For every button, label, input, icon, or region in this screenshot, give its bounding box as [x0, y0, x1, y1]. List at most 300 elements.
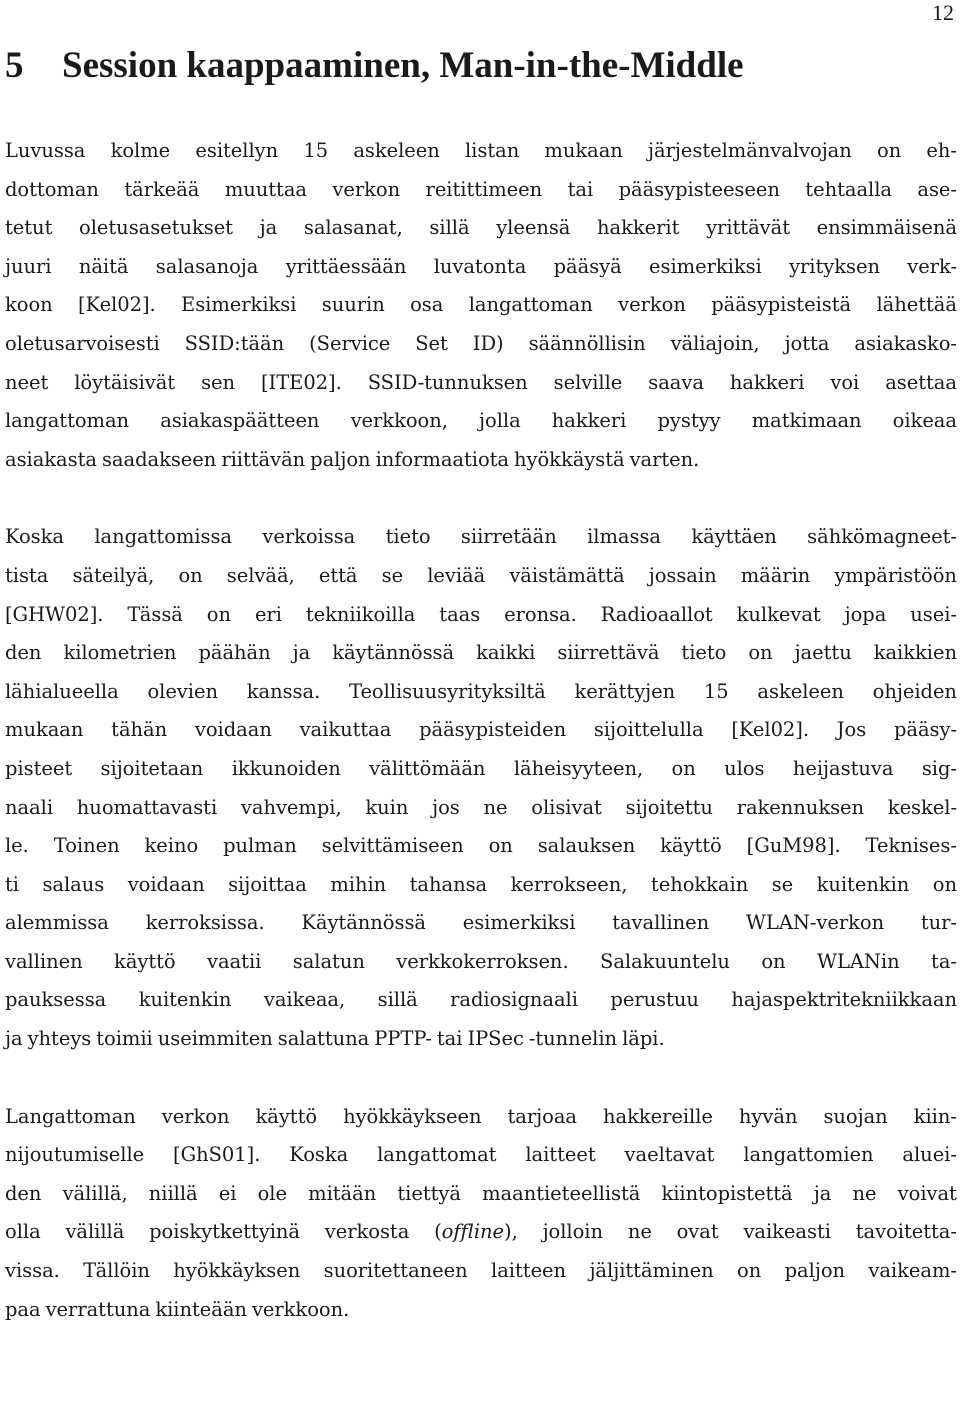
- word: salattuna: [277, 1027, 370, 1051]
- word: le.: [5, 834, 29, 858]
- word: yrittäessään: [285, 254, 407, 278]
- word: on: [877, 139, 902, 162]
- word: tieto: [681, 641, 727, 665]
- word: Luvussa: [5, 139, 86, 162]
- word: se: [381, 563, 404, 587]
- word: pystyy: [657, 409, 721, 433]
- word: ja: [292, 641, 311, 665]
- word: tiettyä: [397, 1181, 461, 1205]
- word: ilmassa: [587, 525, 661, 549]
- text-line: [5, 364, 957, 403]
- word: salatun: [292, 949, 365, 973]
- word: asiakaspäätteen: [160, 409, 320, 433]
- word: esitellyn: [195, 139, 279, 162]
- text-line: [5, 1020, 957, 1059]
- word: keskel-: [887, 795, 957, 819]
- word: jotta: [784, 331, 830, 355]
- word: läpi.: [622, 1027, 665, 1051]
- word: kanssa.: [246, 679, 321, 703]
- word: toimii: [96, 1027, 153, 1051]
- word: heijastuva: [792, 756, 894, 780]
- word: tieto: [385, 525, 431, 549]
- word: mukaan: [5, 718, 84, 742]
- text-line: [5, 1291, 957, 1330]
- word: eri: [254, 602, 282, 626]
- text-line: [5, 711, 957, 750]
- text-line: [5, 286, 957, 325]
- word: ID): [472, 331, 504, 355]
- text-line: [5, 1213, 957, 1252]
- word: sillä: [377, 988, 418, 1012]
- word: kiintopistettä: [661, 1181, 793, 1205]
- word: käyttö: [660, 834, 722, 858]
- word: tarjoaa: [507, 1104, 577, 1128]
- word: jolla: [479, 409, 521, 433]
- word: verk-: [907, 254, 957, 278]
- word: hakkerit: [597, 216, 680, 240]
- word: Salakuuntelu: [600, 949, 730, 973]
- word: sijoittaa: [228, 872, 307, 896]
- word: verkkokerroksen.: [396, 949, 569, 973]
- word: langattoman: [5, 409, 130, 433]
- word: WLANin: [816, 949, 900, 973]
- word: pisteet: [5, 756, 73, 780]
- word: suojan: [823, 1104, 888, 1128]
- word: Koska: [5, 525, 64, 549]
- word: salauksen: [537, 834, 636, 858]
- word: ei: [218, 1181, 237, 1205]
- word: dottoman: [5, 177, 99, 201]
- word: Tällöin: [83, 1259, 150, 1283]
- word: varten.: [629, 447, 700, 471]
- word: reitittimeen: [425, 177, 543, 201]
- word: vaeltavat: [624, 1143, 715, 1167]
- text-line: [5, 1136, 957, 1175]
- word: aluei-: [902, 1143, 957, 1167]
- word: luvatonta: [433, 254, 527, 278]
- word: asiakasko-: [854, 331, 957, 355]
- word: yrityksen: [789, 254, 880, 278]
- word: kiin-: [913, 1104, 957, 1128]
- word: jaettu: [794, 641, 852, 665]
- word: kuitenkin: [138, 988, 232, 1012]
- word: vaikuttaa: [299, 718, 392, 742]
- word: muuttaa: [224, 177, 307, 201]
- word: olisivat: [531, 795, 602, 819]
- text-line: [5, 596, 957, 635]
- word: kerrokseen,: [510, 872, 628, 896]
- word: yleensä: [496, 216, 571, 240]
- word: paa: [5, 1297, 41, 1321]
- word: verkon: [332, 177, 401, 201]
- word: eh-: [926, 139, 957, 162]
- word: ne: [852, 1181, 877, 1205]
- word: Koska: [289, 1143, 349, 1167]
- word: informaatiota: [375, 447, 510, 471]
- word: vaikeaa,: [263, 988, 346, 1012]
- word: jopa: [844, 602, 887, 626]
- word: säteilyä,: [72, 563, 155, 587]
- word: tavallinen: [612, 911, 710, 935]
- word: voivat: [897, 1181, 957, 1205]
- word: siirretään: [460, 525, 557, 549]
- word: tekniikoilla: [305, 602, 416, 626]
- word: ohjeiden: [872, 679, 957, 703]
- word: vaikeam-: [868, 1259, 957, 1283]
- word: hakkeri: [551, 409, 627, 433]
- word: jossain: [648, 563, 717, 587]
- word: paljon: [310, 447, 371, 471]
- text-line: [5, 248, 957, 287]
- word: lähialueella: [5, 679, 119, 703]
- paragraph: [5, 132, 957, 479]
- word: langattomien: [743, 1143, 874, 1167]
- word: keino: [144, 834, 199, 858]
- word: selvittämiseen: [321, 834, 464, 858]
- word: se: [771, 872, 794, 896]
- text-line: [5, 171, 957, 210]
- word: tai: [567, 177, 594, 201]
- word: WLAN-verkon: [745, 911, 885, 935]
- word: näitä: [78, 254, 129, 278]
- word: riittävän: [221, 447, 306, 471]
- word: määrin: [740, 563, 811, 587]
- word: asiakasta: [5, 447, 97, 471]
- word: esimerkiksi: [649, 254, 762, 278]
- word: Teollisuusyrityksiltä: [349, 679, 546, 703]
- word: [Kel02].: [78, 293, 156, 317]
- word: vallinen: [5, 949, 83, 973]
- word: hyvän: [738, 1104, 798, 1128]
- word: sijoittelulla: [593, 718, 704, 742]
- word: jolloin: [542, 1220, 604, 1244]
- word: verkkoon.: [251, 1297, 350, 1321]
- word: sähkömagneet-: [807, 525, 957, 549]
- word: koon: [5, 293, 53, 317]
- word: sijoitetaan: [100, 756, 204, 780]
- word: pääsy-: [893, 718, 957, 742]
- word: neet: [5, 370, 49, 394]
- text-line: [5, 943, 957, 982]
- word: Käytännössä: [301, 911, 426, 935]
- word: Set: [415, 331, 448, 355]
- word: ti: [5, 872, 19, 896]
- paragraph: [5, 518, 957, 1058]
- word: kilometrien: [63, 641, 177, 665]
- word: löytäisivät: [74, 370, 176, 394]
- word: useimmiten: [157, 1027, 273, 1051]
- word: jäljittäminen: [589, 1259, 714, 1283]
- word: naali: [5, 795, 54, 819]
- word: langattoman: [468, 293, 593, 317]
- word: hyökkäykseen: [343, 1104, 482, 1128]
- word: voidaan: [194, 718, 272, 742]
- text-line: [5, 827, 957, 866]
- word: pääsypisteistä: [711, 293, 852, 317]
- word: tetut: [5, 216, 53, 240]
- word: asettaa: [885, 370, 957, 394]
- section-number: 5: [5, 45, 24, 86]
- word: [Kel02].: [731, 718, 809, 742]
- word: den: [5, 641, 42, 665]
- word: 15: [703, 679, 729, 703]
- word: selville: [553, 370, 623, 394]
- word: että: [318, 563, 358, 587]
- word: tehtaalla: [805, 177, 892, 201]
- word: tähän: [111, 718, 168, 742]
- word: välittömään: [369, 756, 486, 780]
- word: huomattavasti: [76, 795, 218, 819]
- word: eronsa.: [504, 602, 577, 626]
- word: matkimaan: [751, 409, 862, 433]
- word: pauksessa: [5, 988, 107, 1012]
- word: mitään: [308, 1181, 377, 1205]
- section-title: [5, 42, 744, 90]
- word: oikeaa: [892, 409, 957, 433]
- word: maantieteellistä: [482, 1181, 641, 1205]
- word: sijoitettu: [625, 795, 713, 819]
- word: vaatii: [207, 949, 262, 973]
- word: leviää: [427, 563, 486, 587]
- word: [GhS01].: [173, 1143, 261, 1167]
- text-line: [5, 981, 957, 1020]
- word: väliajoin,: [670, 331, 760, 355]
- word: ne: [627, 1220, 652, 1244]
- word: Esimerkiksi: [181, 293, 297, 317]
- word: on: [206, 602, 231, 626]
- word: vahvempi,: [240, 795, 342, 819]
- word: kerroksissa.: [145, 911, 265, 935]
- word: järjestelmänvalvojan: [648, 139, 852, 162]
- word: tehokkain: [650, 872, 749, 896]
- word: IPSec: [467, 1027, 524, 1051]
- word: Toinen: [53, 834, 120, 858]
- word: hakkeri: [729, 370, 805, 394]
- word: käyttö: [255, 1104, 318, 1128]
- word: usei-: [910, 602, 957, 626]
- word: laitteet: [525, 1143, 596, 1167]
- word: ja: [5, 1027, 23, 1051]
- word: ympäristöön: [834, 563, 957, 587]
- word: niillä: [148, 1181, 198, 1205]
- text-line: [5, 1098, 957, 1137]
- word: langattomissa: [94, 525, 233, 549]
- word: alemmissa: [5, 911, 109, 935]
- word: olla: [5, 1220, 41, 1244]
- word: ase-: [917, 177, 957, 201]
- word: suurin: [321, 293, 385, 317]
- word: suoritettaneen: [323, 1259, 468, 1283]
- word: oletusasetukset: [79, 216, 233, 240]
- word: listan: [465, 139, 520, 162]
- word: on: [737, 1259, 762, 1283]
- text-line: [5, 750, 957, 789]
- word: verkkoon,: [350, 409, 448, 433]
- word: ne: [483, 795, 508, 819]
- word: SSID-tunnuksen: [367, 370, 528, 394]
- word: tahansa: [409, 872, 488, 896]
- word: ja: [259, 216, 278, 240]
- word: ensimmäisenä: [816, 216, 957, 240]
- word: on: [671, 756, 696, 780]
- word: saava: [648, 370, 704, 394]
- word: [GHW02].: [5, 602, 104, 626]
- word: tai: [436, 1027, 463, 1051]
- word: kolme: [110, 139, 171, 162]
- word: on: [178, 563, 203, 587]
- word: poiskytkettyinä: [149, 1220, 300, 1244]
- word: on: [488, 834, 513, 858]
- word: den: [5, 1181, 42, 1205]
- word: päähän: [198, 641, 271, 665]
- word: ta-: [931, 949, 957, 973]
- text-line: [5, 441, 957, 480]
- word: salasanat,: [303, 216, 403, 240]
- word: pulman: [223, 834, 297, 858]
- word: [ITE02].: [260, 370, 342, 394]
- word: vissa.: [5, 1259, 60, 1283]
- word: verkosta: [324, 1220, 410, 1244]
- word: tavoitetta-: [855, 1220, 957, 1244]
- text-line: [5, 325, 957, 364]
- word: rakennuksen: [736, 795, 865, 819]
- word: voidaan: [127, 872, 205, 896]
- word: PPTP-: [374, 1027, 432, 1051]
- word: selvää,: [226, 563, 295, 587]
- word: Jos: [836, 718, 867, 742]
- text-line: [5, 866, 957, 905]
- word: tista: [5, 563, 49, 587]
- text-line: [5, 209, 957, 248]
- word: tur-: [920, 911, 957, 935]
- paragraph: [5, 1098, 957, 1330]
- word: voi: [830, 370, 860, 394]
- word: Langattoman: [5, 1104, 136, 1128]
- word: siirrettävä: [557, 641, 660, 665]
- word: verkoissa: [262, 525, 356, 549]
- word: on: [932, 872, 957, 896]
- word: hyökkäystä: [514, 447, 625, 471]
- word: verkon: [618, 293, 686, 317]
- word: on: [748, 641, 773, 665]
- word: askeleen: [757, 679, 844, 703]
- section-body: [5, 132, 957, 1368]
- page-number: 12: [932, 0, 954, 25]
- word: yrittävät: [706, 216, 790, 240]
- word: kuitenkin: [816, 872, 910, 896]
- word: Tässä: [127, 602, 183, 626]
- word: välillä: [65, 1220, 125, 1244]
- text-line: [5, 518, 957, 557]
- word: ulos: [724, 756, 765, 780]
- word: radiosignaali: [450, 988, 578, 1012]
- word: laitteen: [491, 1259, 567, 1283]
- word: olevien: [147, 679, 218, 703]
- text-line: [5, 673, 957, 712]
- word: salaus: [42, 872, 105, 896]
- text-line: [5, 557, 957, 596]
- text-line: [5, 904, 957, 943]
- word: taas: [439, 602, 481, 626]
- word: hajaspektritekniikkaan: [731, 988, 957, 1012]
- word: saadakseen: [101, 447, 217, 471]
- word: (Service: [309, 331, 391, 355]
- word: osa: [410, 293, 444, 317]
- word: jos: [432, 795, 460, 819]
- word: pääsypisteeseen: [618, 177, 780, 201]
- word: 15: [303, 139, 329, 162]
- text-line: [5, 789, 957, 828]
- word: esimerkiksi: [462, 911, 576, 935]
- word: kiinteään: [155, 1297, 247, 1321]
- word: juuri: [5, 254, 52, 278]
- section-title-text: Session kaappaaminen, Man-in-the-Middle: [62, 45, 744, 86]
- text-line: [5, 634, 957, 673]
- word: hyökkäyksen: [173, 1259, 301, 1283]
- text-line: [5, 1175, 957, 1214]
- word: perustuu: [610, 988, 699, 1012]
- word: pääsypisteiden: [419, 718, 567, 742]
- word: mukaan: [544, 139, 623, 162]
- word: välillä,: [62, 1181, 128, 1205]
- word: ja: [813, 1181, 832, 1205]
- word: käyttö: [114, 949, 176, 973]
- word: on: [761, 949, 786, 973]
- word: SSID:tään: [184, 331, 285, 355]
- word: säännöllisin: [528, 331, 646, 355]
- word: [GuM98].: [746, 834, 841, 858]
- word: verrattuna: [45, 1297, 151, 1321]
- word: kulkevat: [736, 602, 821, 626]
- word: Radioaallot: [600, 602, 713, 626]
- word: nijoutumiselle: [5, 1143, 145, 1167]
- word: oletusarvoisesti: [5, 331, 160, 355]
- word: verkon: [161, 1104, 230, 1128]
- word: salasanoja: [155, 254, 259, 278]
- word: lähettää: [876, 293, 957, 317]
- word: -tunnelin: [528, 1027, 618, 1051]
- word: paljon: [784, 1259, 846, 1283]
- word: tärkeää: [124, 177, 200, 201]
- word: Teknises-: [865, 834, 957, 858]
- word: langattomat: [377, 1143, 497, 1167]
- word: vaikeasti: [743, 1220, 831, 1244]
- word: ikkunoiden: [231, 756, 341, 780]
- text-line: [5, 1252, 957, 1291]
- word: pääsyä: [553, 254, 622, 278]
- word: askeleen: [353, 139, 440, 162]
- word: kerättyjen: [574, 679, 676, 703]
- word: läheisyyteen,: [513, 756, 644, 780]
- word: käyttäen: [691, 525, 777, 549]
- text-line: [5, 132, 957, 171]
- word: yhteys: [27, 1027, 92, 1051]
- word: kaikki: [476, 641, 536, 665]
- word: sig-: [921, 756, 957, 780]
- word: hakkereille: [603, 1104, 713, 1128]
- word: (offline),: [434, 1220, 518, 1244]
- word: käytännössä: [332, 641, 455, 665]
- word: kuin: [365, 795, 409, 819]
- word: mihin: [330, 872, 387, 896]
- word: kaikkien: [873, 641, 957, 665]
- word: sen: [201, 370, 236, 394]
- word: ovat: [676, 1220, 719, 1244]
- word: väistämättä: [509, 563, 625, 587]
- text-line: [5, 402, 957, 441]
- word: sillä: [429, 216, 470, 240]
- word: ole: [257, 1181, 287, 1205]
